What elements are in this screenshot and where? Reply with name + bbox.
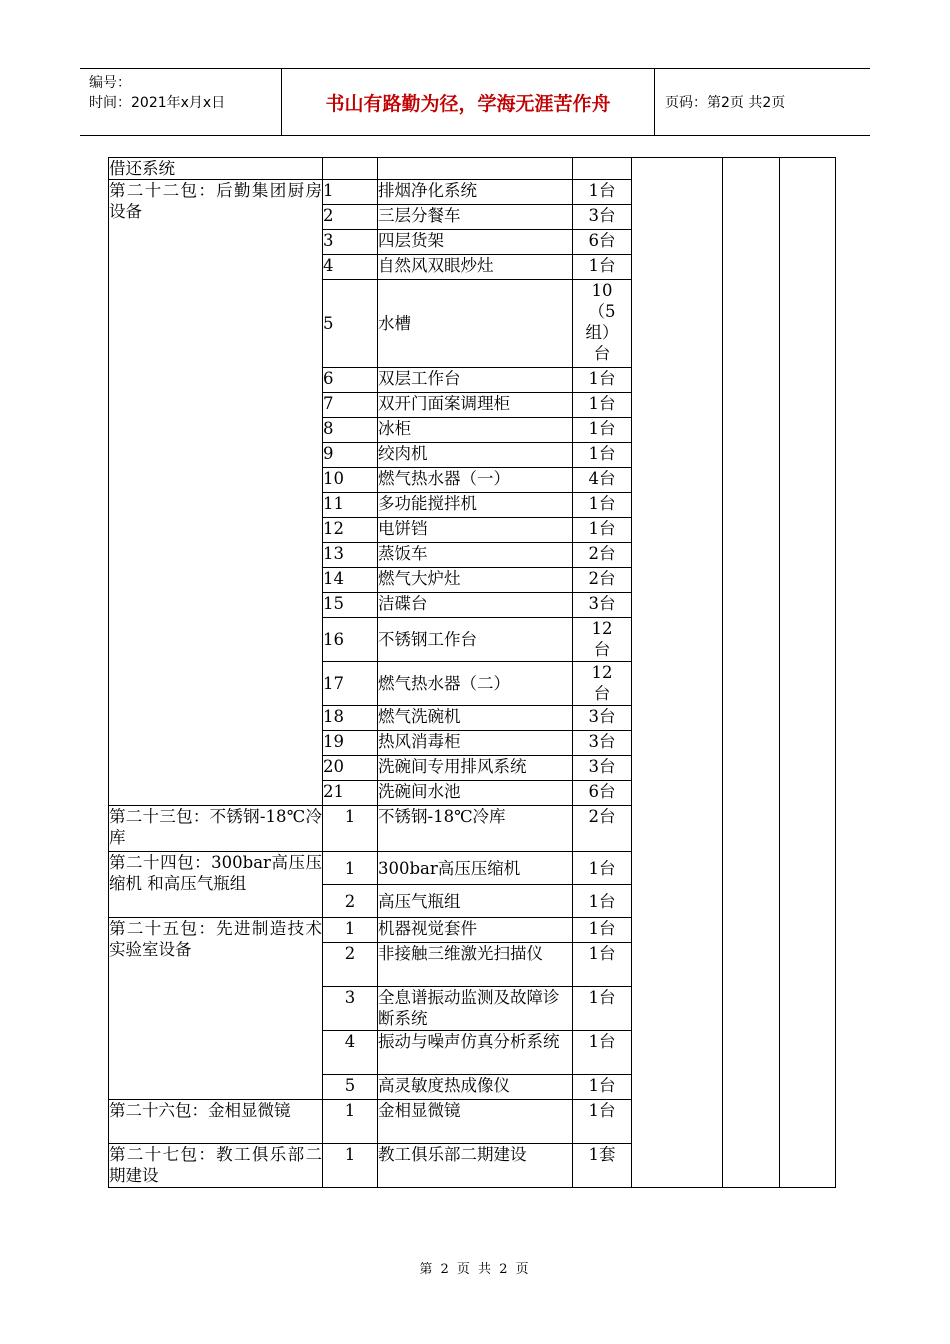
item-name-cell: 三层分餐车 [378,205,573,230]
number-cell: 1 [323,1144,378,1188]
quantity-cell: 3台 [573,731,632,756]
item-name-cell: 洗碗间专用排风系统 [378,756,573,781]
number-cell: 15 [323,593,378,618]
number-cell: 12 [323,518,378,543]
item-name-cell: 燃气洗碗机 [378,706,573,731]
quantity-cell: 10（5组）台 [585,281,619,363]
quantity-cell: 2台 [573,543,632,568]
item-name-cell: 不锈钢工作台 [378,618,573,662]
quantity-cell: 1台 [573,393,632,418]
quantity-cell: 4台 [573,468,632,493]
quantity-cell: 3台 [573,756,632,781]
quantity-cell: 1台 [573,418,632,443]
number-cell: 21 [323,781,378,806]
item-name-cell: 高压气瓶组 [378,885,573,918]
number-cell: 4 [323,255,378,280]
item-name-cell: 热风消毒柜 [378,731,573,756]
blank-column-cell [632,158,723,1188]
page-footer: 第 2 页 共 2 页 [419,1262,531,1277]
number-cell: 2 [323,885,378,918]
item-name-cell: 全息谱振动监测及故障诊断系统 [378,987,573,1031]
package-cell: 第二十七包：教工俱乐部二期建设 [109,1144,323,1188]
page-header [80,68,870,136]
package-cell: 第二十二包：后勤集团厨房设备 [109,180,323,806]
date-label: 时间：2021年x月x日 [89,95,226,111]
number-cell: 5 [323,1075,378,1100]
number-cell: 10 [323,468,378,493]
quantity-cell: 1台 [573,918,632,943]
number-cell: 11 [323,493,378,518]
number-cell: 8 [323,418,378,443]
quantity-cell: 12台 [591,619,613,659]
item-name-cell: 洗碗间水池 [378,781,573,806]
quantity-cell [573,158,632,180]
quantity-cell: 3台 [573,706,632,731]
package-cell: 第二十四包：300bar高压压缩机 和高压气瓶组 [109,852,323,918]
quantity-cell: 1台 [573,493,632,518]
blank-column-cell [723,158,780,1188]
quantity-cell: 1台 [573,180,632,205]
item-name-cell: 双开门面案调理柜 [378,393,573,418]
item-name-cell: 四层货架 [378,230,573,255]
number-cell: 3 [323,230,378,255]
item-name-cell: 水槽 [378,280,573,368]
number-cell: 2 [323,943,378,987]
package-cell: 第二十六包：金相显微镜 [109,1100,323,1144]
header-meta [80,69,282,135]
number-cell: 1 [323,180,378,205]
number-cell: 9 [323,443,378,468]
quantity-cell: 1台 [573,518,632,543]
item-name-cell: 教工俱乐部二期建设 [378,1144,573,1188]
quantity-cell: 12台 [591,663,613,703]
item-name-cell: 排烟净化系统 [378,180,573,205]
number-cell: 1 [323,806,378,852]
quantity-cell: 1台 [573,1031,632,1075]
number-cell: 3 [323,987,378,1031]
package-cell: 第二十三包：不锈钢-18℃冷库 [109,806,323,852]
quantity-cell: 3台 [573,593,632,618]
number-cell: 20 [323,756,378,781]
blank-column-cell [780,158,836,1188]
item-name-cell: 洁碟台 [378,593,573,618]
item-name-cell: 非接触三维激光扫描仪 [378,943,573,987]
item-name-cell: 蒸饭车 [378,543,573,568]
quantity-cell: 6台 [573,781,632,806]
quantity-cell: 1套 [573,1144,632,1188]
table-row [109,158,836,180]
code-label: 编号： [89,75,131,91]
number-cell: 19 [323,731,378,756]
number-cell: 17 [323,662,378,706]
quantity-cell: 2台 [573,568,632,593]
item-name-cell: 绞肉机 [378,443,573,468]
item-name-cell: 电饼铛 [378,518,573,543]
number-cell: 18 [323,706,378,731]
number-cell: 1 [323,1100,378,1144]
quantity-cell: 1台 [573,443,632,468]
item-name-cell: 自然风双眼炒灶 [378,255,573,280]
number-cell [323,158,378,180]
item-name-cell: 燃气热水器（一） [378,468,573,493]
equipment-table [108,157,836,1188]
item-name-cell: 金相显微镜 [378,1100,573,1144]
quantity-cell: 1台 [573,885,632,918]
number-cell: 7 [323,393,378,418]
quantity-cell: 1台 [573,987,632,1031]
number-cell: 1 [323,918,378,943]
header-page-label: 页码：第2页 共2页 [665,95,786,111]
quantity-cell: 1台 [573,255,632,280]
item-name-cell [378,158,573,180]
item-name-cell: 高灵敏度热成像仪 [378,1075,573,1100]
item-name-cell: 机器视觉套件 [378,918,573,943]
quantity-cell: 1台 [573,943,632,987]
item-name-cell: 300bar高压压缩机 [378,852,573,885]
quantity-cell: 2台 [573,806,632,852]
quantity-cell: 1台 [573,852,632,885]
item-name-cell: 冰柜 [378,418,573,443]
item-name-cell: 多功能搅拌机 [378,493,573,518]
number-cell: 16 [323,618,378,662]
number-cell: 1 [323,852,378,885]
item-name-cell: 不锈钢-18℃冷库 [378,806,573,852]
quantity-cell: 6台 [573,230,632,255]
quantity-cell: 1台 [573,1100,632,1144]
quantity-cell: 1台 [573,368,632,393]
item-name-cell: 振动与噪声仿真分析系统 [378,1031,573,1075]
number-cell: 2 [323,205,378,230]
quantity-cell: 1台 [573,1075,632,1100]
header-slogan: 书山有路勤为径，学海无涯苦作舟 [282,69,655,135]
item-name-cell: 燃气热水器（二） [378,662,573,706]
package-cell: 第二十五包：先进制造技术实验室设备 [109,918,323,1100]
number-cell: 14 [323,568,378,593]
item-name-cell: 燃气大炉灶 [378,568,573,593]
number-cell: 13 [323,543,378,568]
quantity-cell: 3台 [573,205,632,230]
number-cell: 6 [323,368,378,393]
number-cell: 4 [323,1031,378,1075]
item-name-cell: 双层工作台 [378,368,573,393]
package-cell: 借还系统 [109,158,323,180]
number-cell: 5 [323,280,378,368]
